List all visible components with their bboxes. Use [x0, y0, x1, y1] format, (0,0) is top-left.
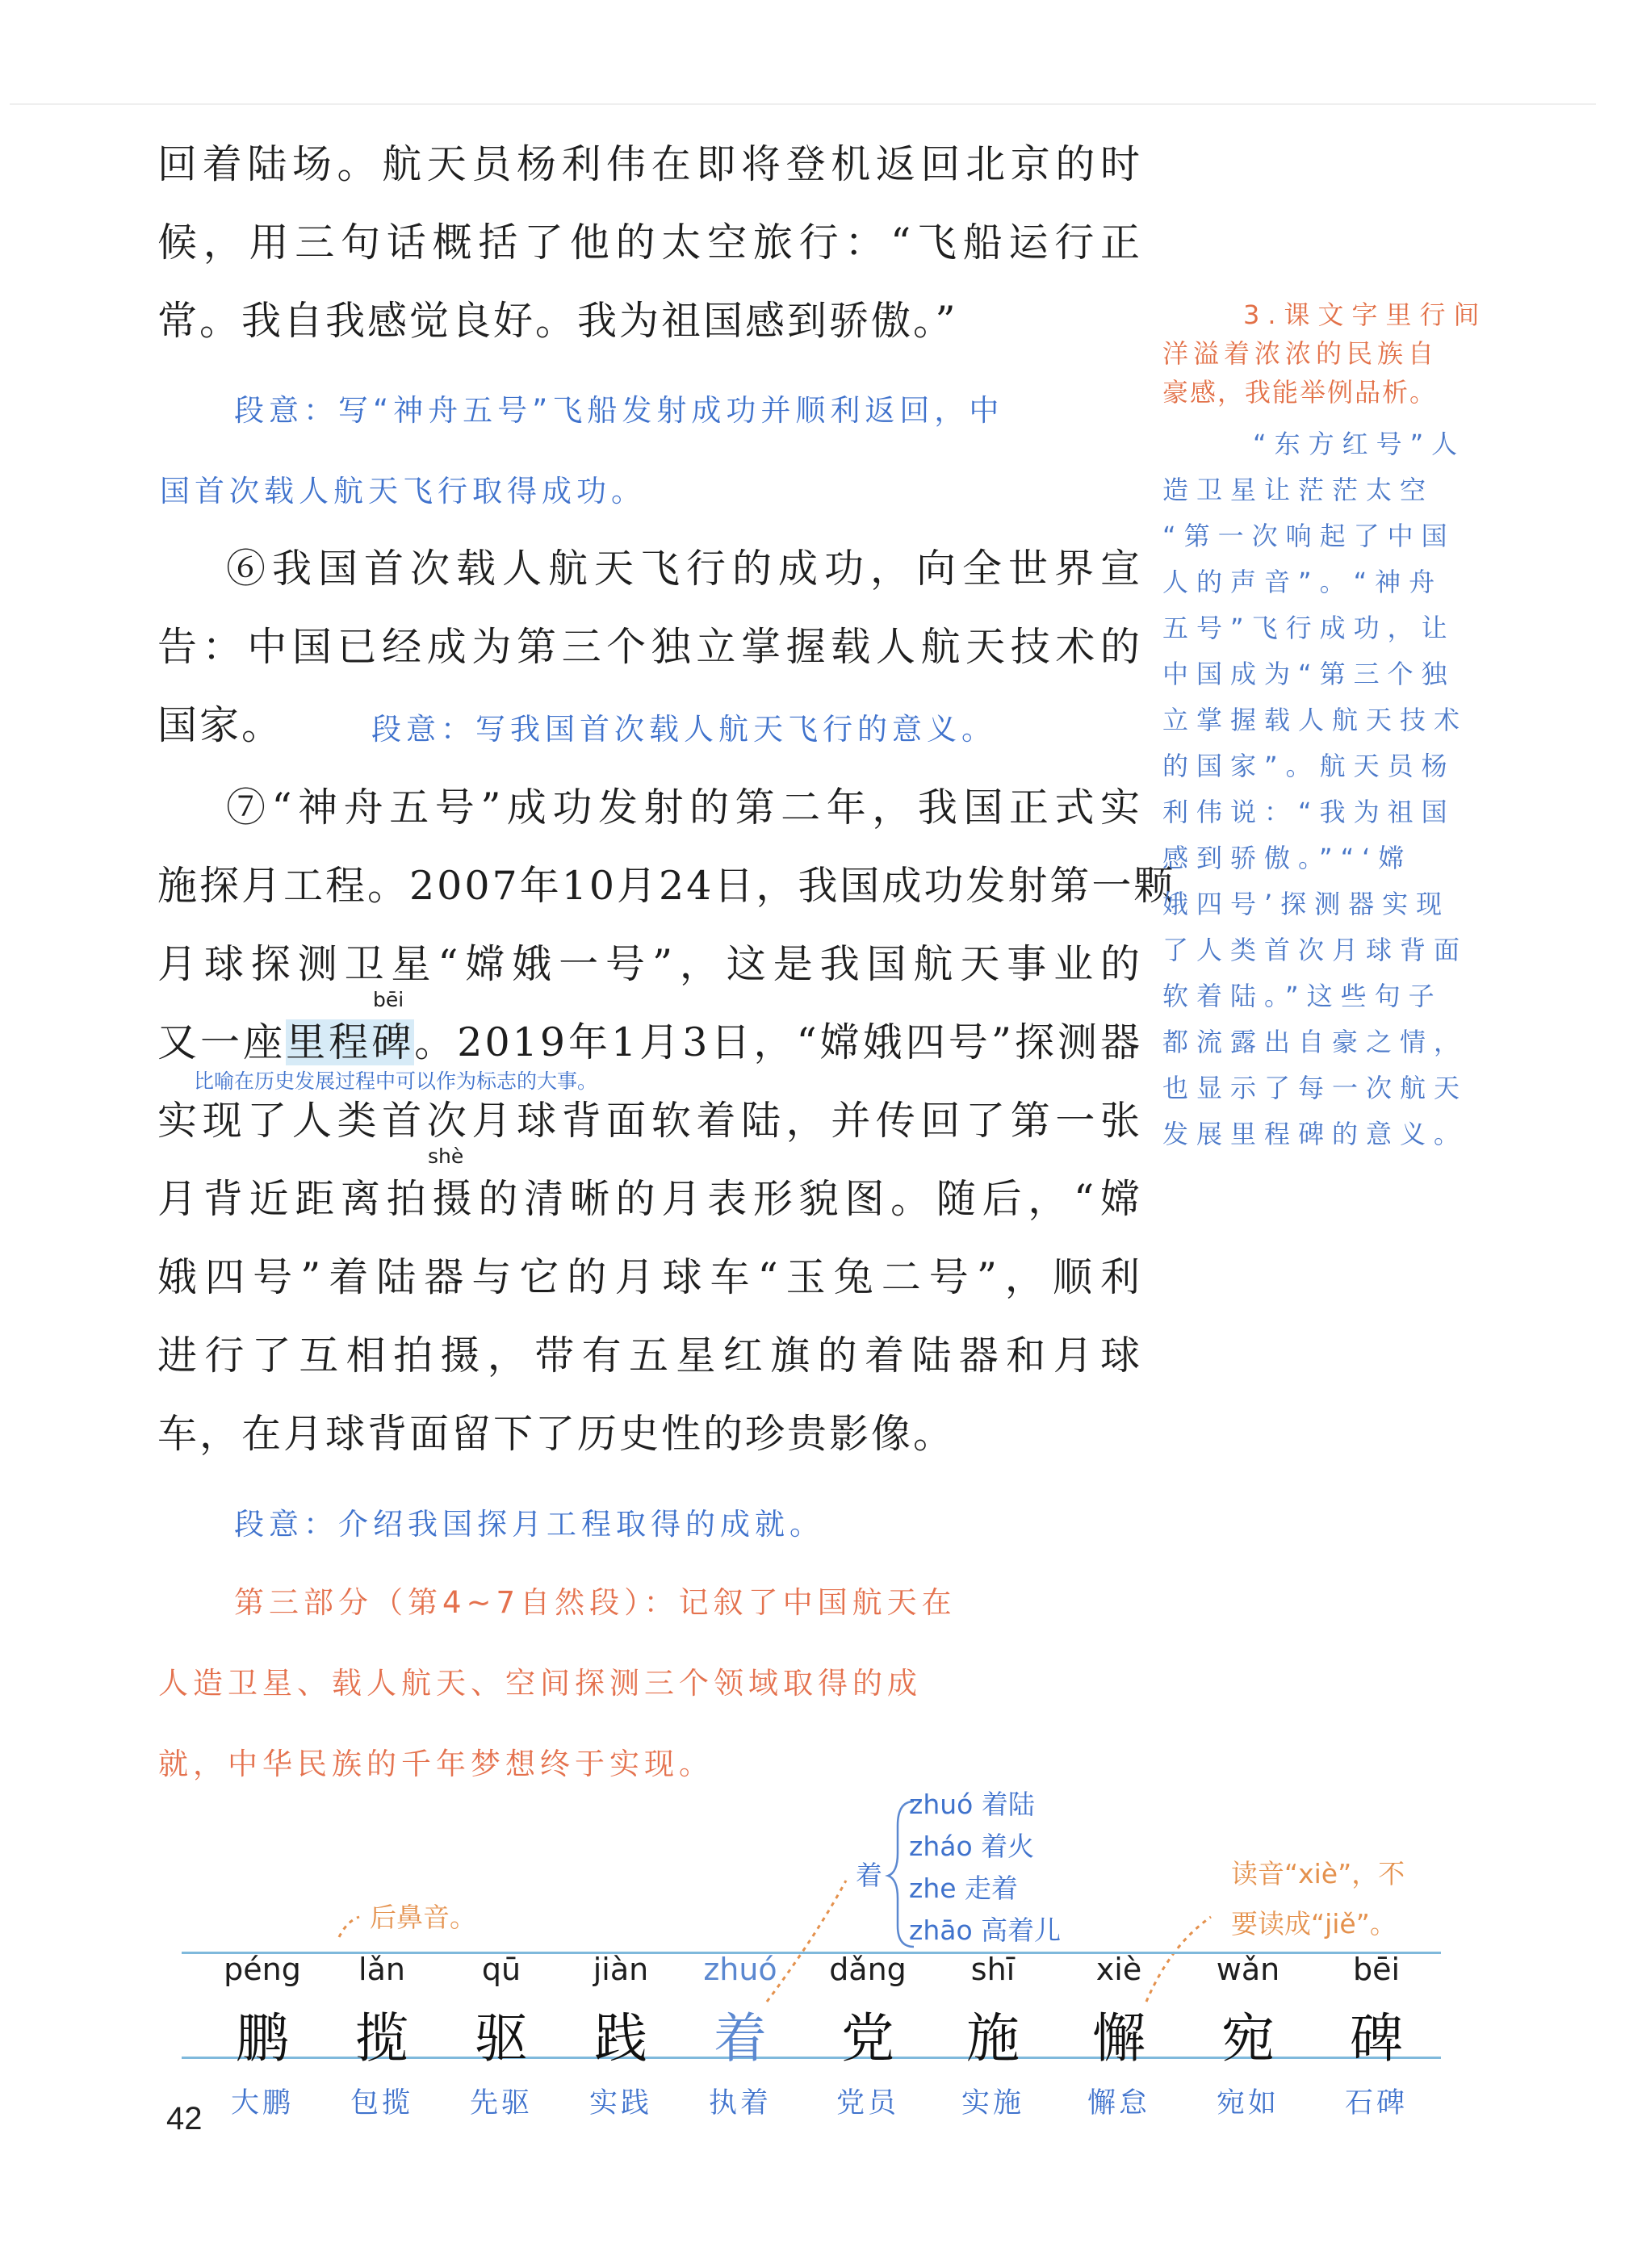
side-body-line-1: “东方红号”人: [1253, 429, 1466, 459]
vocab-word: 执着: [708, 2087, 772, 2119]
paragraph-6-line-2: 告：中国已经成为第三个独立掌握载人航天技术的: [157, 624, 1142, 670]
vocab-word: 实施: [961, 2087, 1024, 2119]
side-body-line-10: 感到骄傲。”“‘嫦: [1162, 843, 1413, 873]
side-body-line-6: 中国成为“第三个独: [1162, 659, 1455, 689]
paragraph-5-line-1: 回着陆场。航天员杨利伟在即将登机返回北京的时: [157, 141, 1142, 187]
side-body-line-16: 发展里程碑的意义。: [1162, 1119, 1468, 1149]
pinyin-she: shè: [428, 1144, 464, 1168]
vocab-char: 碑: [1350, 2007, 1403, 2069]
side-body-line-13: 软着陆。”这些句子: [1162, 981, 1443, 1011]
vocab-pinyin: jiàn: [593, 1952, 649, 1987]
side-body-line-5: 五号”飞行成功，让: [1162, 613, 1455, 643]
highlight-milestone: 里程碑: [286, 1019, 415, 1065]
vocab-char: 揽: [355, 2007, 408, 2069]
paragraph-7-line-4: 又一座里程碑。2019年1月3日，“嫦娥四号”探测器: [157, 1019, 1142, 1065]
milestone-gloss: 比喻在历史发展过程中可以作为标志的大事。: [194, 1069, 598, 1093]
zhuo-reading-1: zhuó 着陆: [909, 1789, 1035, 1820]
side-body-line-7: 立掌握载人航天技术: [1162, 705, 1468, 735]
vocab-word: 石碑: [1344, 2087, 1408, 2119]
zhuo-reading-4: zhāo 高着儿: [909, 1914, 1062, 1946]
side-title-line-1: 3.课文字里行间: [1243, 299, 1488, 330]
zhuo-reading-3: zhe 走着: [909, 1873, 1019, 1904]
paragraph-7-line-9: 车，在月球背面留下了历史性的珍贵影像。: [157, 1411, 956, 1457]
zhuo-group-char: 着: [856, 1860, 882, 1891]
side-body-line-14: 都流露出自豪之情，: [1162, 1027, 1468, 1057]
paragraph-6-summary: 段意：写我国首次载人航天飞行的意义。: [371, 712, 996, 747]
vocab-pinyin: qū: [481, 1952, 521, 1987]
vocab-char: 驱: [475, 2007, 528, 2069]
vocab-char: 着: [714, 2007, 767, 2069]
xie-note-line-2: 要读成“jiě”。: [1231, 1908, 1397, 1940]
side-body-line-11: 娥四号’探测器实现: [1162, 889, 1451, 919]
side-body-line-4: 人的声音”。“神舟: [1162, 567, 1443, 597]
vocab-word: 实践: [588, 2087, 652, 2119]
vocab-word: 党员: [836, 2087, 899, 2119]
paragraph-7-summary: 段意：介绍我国探月工程取得的成就。: [234, 1507, 824, 1542]
vocab-pinyin: bēi: [1352, 1952, 1401, 1987]
page-number: 42: [166, 2101, 203, 2136]
side-body-line-8: 的国家”。航天员杨: [1162, 751, 1455, 781]
zhuo-reading-2: zháo 着火: [909, 1831, 1035, 1862]
side-body-line-9: 利伟说：“我为祖国: [1162, 797, 1455, 827]
side-body-line-2: 造卫星让茫茫太空: [1162, 475, 1434, 505]
top-divider: [10, 103, 1596, 105]
xie-note-line-1: 读音“xiè”，不: [1231, 1858, 1405, 1889]
vocab-pinyin: wǎn: [1216, 1952, 1280, 1987]
paragraph-7-line-8: 进行了互相拍摄，带有五星红旗的着陆器和月球: [157, 1333, 1142, 1379]
side-body-line-3: “第一次响起了中国: [1162, 521, 1455, 551]
side-body-line-12: 了人类首次月球背面: [1162, 935, 1468, 965]
part-3-summary-line-3: 就，中华民族的千年梦想终于实现。: [158, 1747, 714, 1781]
paragraph-7-line-6: 月背近距离拍摄的清晰的月表形貌图。随后，“嫦: [157, 1176, 1142, 1222]
vocab-char: 鹏: [236, 2007, 289, 2069]
vocab-pinyin: zhuó: [703, 1952, 777, 1987]
paragraph-7-line-3: 月球探测卫星“嫦娥一号”，这是我国航天事业的: [157, 941, 1142, 987]
vocab-pinyin: shī: [970, 1952, 1016, 1987]
vocab-char: 施: [966, 2007, 1020, 2069]
side-body-line-15: 也显示了每一次航天: [1162, 1073, 1468, 1103]
vocab-char: 宛: [1221, 2007, 1275, 2069]
vocab-word: 大鹏: [230, 2087, 294, 2119]
paragraph-7-line-1: ⑦“神舟五号”成功发射的第二年，我国正式实: [226, 785, 1142, 831]
side-title-line-3: 豪感，我能举例品析。: [1162, 377, 1438, 408]
vocab-pinyin: lǎn: [358, 1952, 405, 1987]
paragraph-5-summary-line-2: 国首次载人航天飞行取得成功。: [160, 474, 646, 508]
paragraph-5-summary-line-1: 段意：写“神舟五号”飞船发射成功并顺利返回，中: [234, 393, 1004, 428]
part-3-summary-line-2: 人造卫星、载人航天、空间探测三个领域取得的成: [158, 1666, 922, 1701]
part-3-summary-line-1: 第三部分（第4~7自然段）：记叙了中国航天在: [234, 1585, 957, 1620]
side-title-line-2: 洋溢着浓浓的民族自: [1162, 338, 1439, 369]
vocab-pinyin: xiè: [1095, 1952, 1142, 1987]
vocab-word: 懈怠: [1087, 2087, 1150, 2119]
back-nasal-callout: 后鼻音。: [370, 1902, 476, 1933]
paragraph-7-line-5: 实现了人类首次月球背面软着陆，并传回了第一张: [157, 1098, 1142, 1144]
paragraph-6-line-1: ⑥我国首次载人航天飞行的成功，向全世界宣: [226, 546, 1142, 592]
vocab-word: 包揽: [350, 2087, 413, 2119]
paragraph-5-line-2: 候，用三句话概括了他的太空旅行：“飞船运行正: [157, 220, 1142, 266]
paragraph-7-line-7: 娥四号”着陆器与它的月球车“玉兔二号”，顺利: [157, 1254, 1142, 1300]
pinyin-bei: bēi: [373, 988, 404, 1011]
paragraph-6-line-3: 国家。: [157, 702, 284, 748]
vocab-word: 先驱: [469, 2087, 533, 2119]
vocab-char: 践: [594, 2007, 647, 2069]
vocab-word: 宛如: [1216, 2087, 1279, 2119]
paragraph-7-line-2: 施探月工程。2007年10月24日，我国成功发射第一颗: [157, 863, 1176, 909]
vocab-pinyin: péng: [224, 1952, 301, 1987]
paragraph-5-line-3: 常。我自我感觉良好。我为祖国感到骄傲。”: [157, 298, 958, 344]
vocab-pinyin: dǎng: [829, 1952, 907, 1987]
vocab-char: 党: [841, 2007, 894, 2069]
vocab-char: 懈: [1092, 2007, 1145, 2069]
